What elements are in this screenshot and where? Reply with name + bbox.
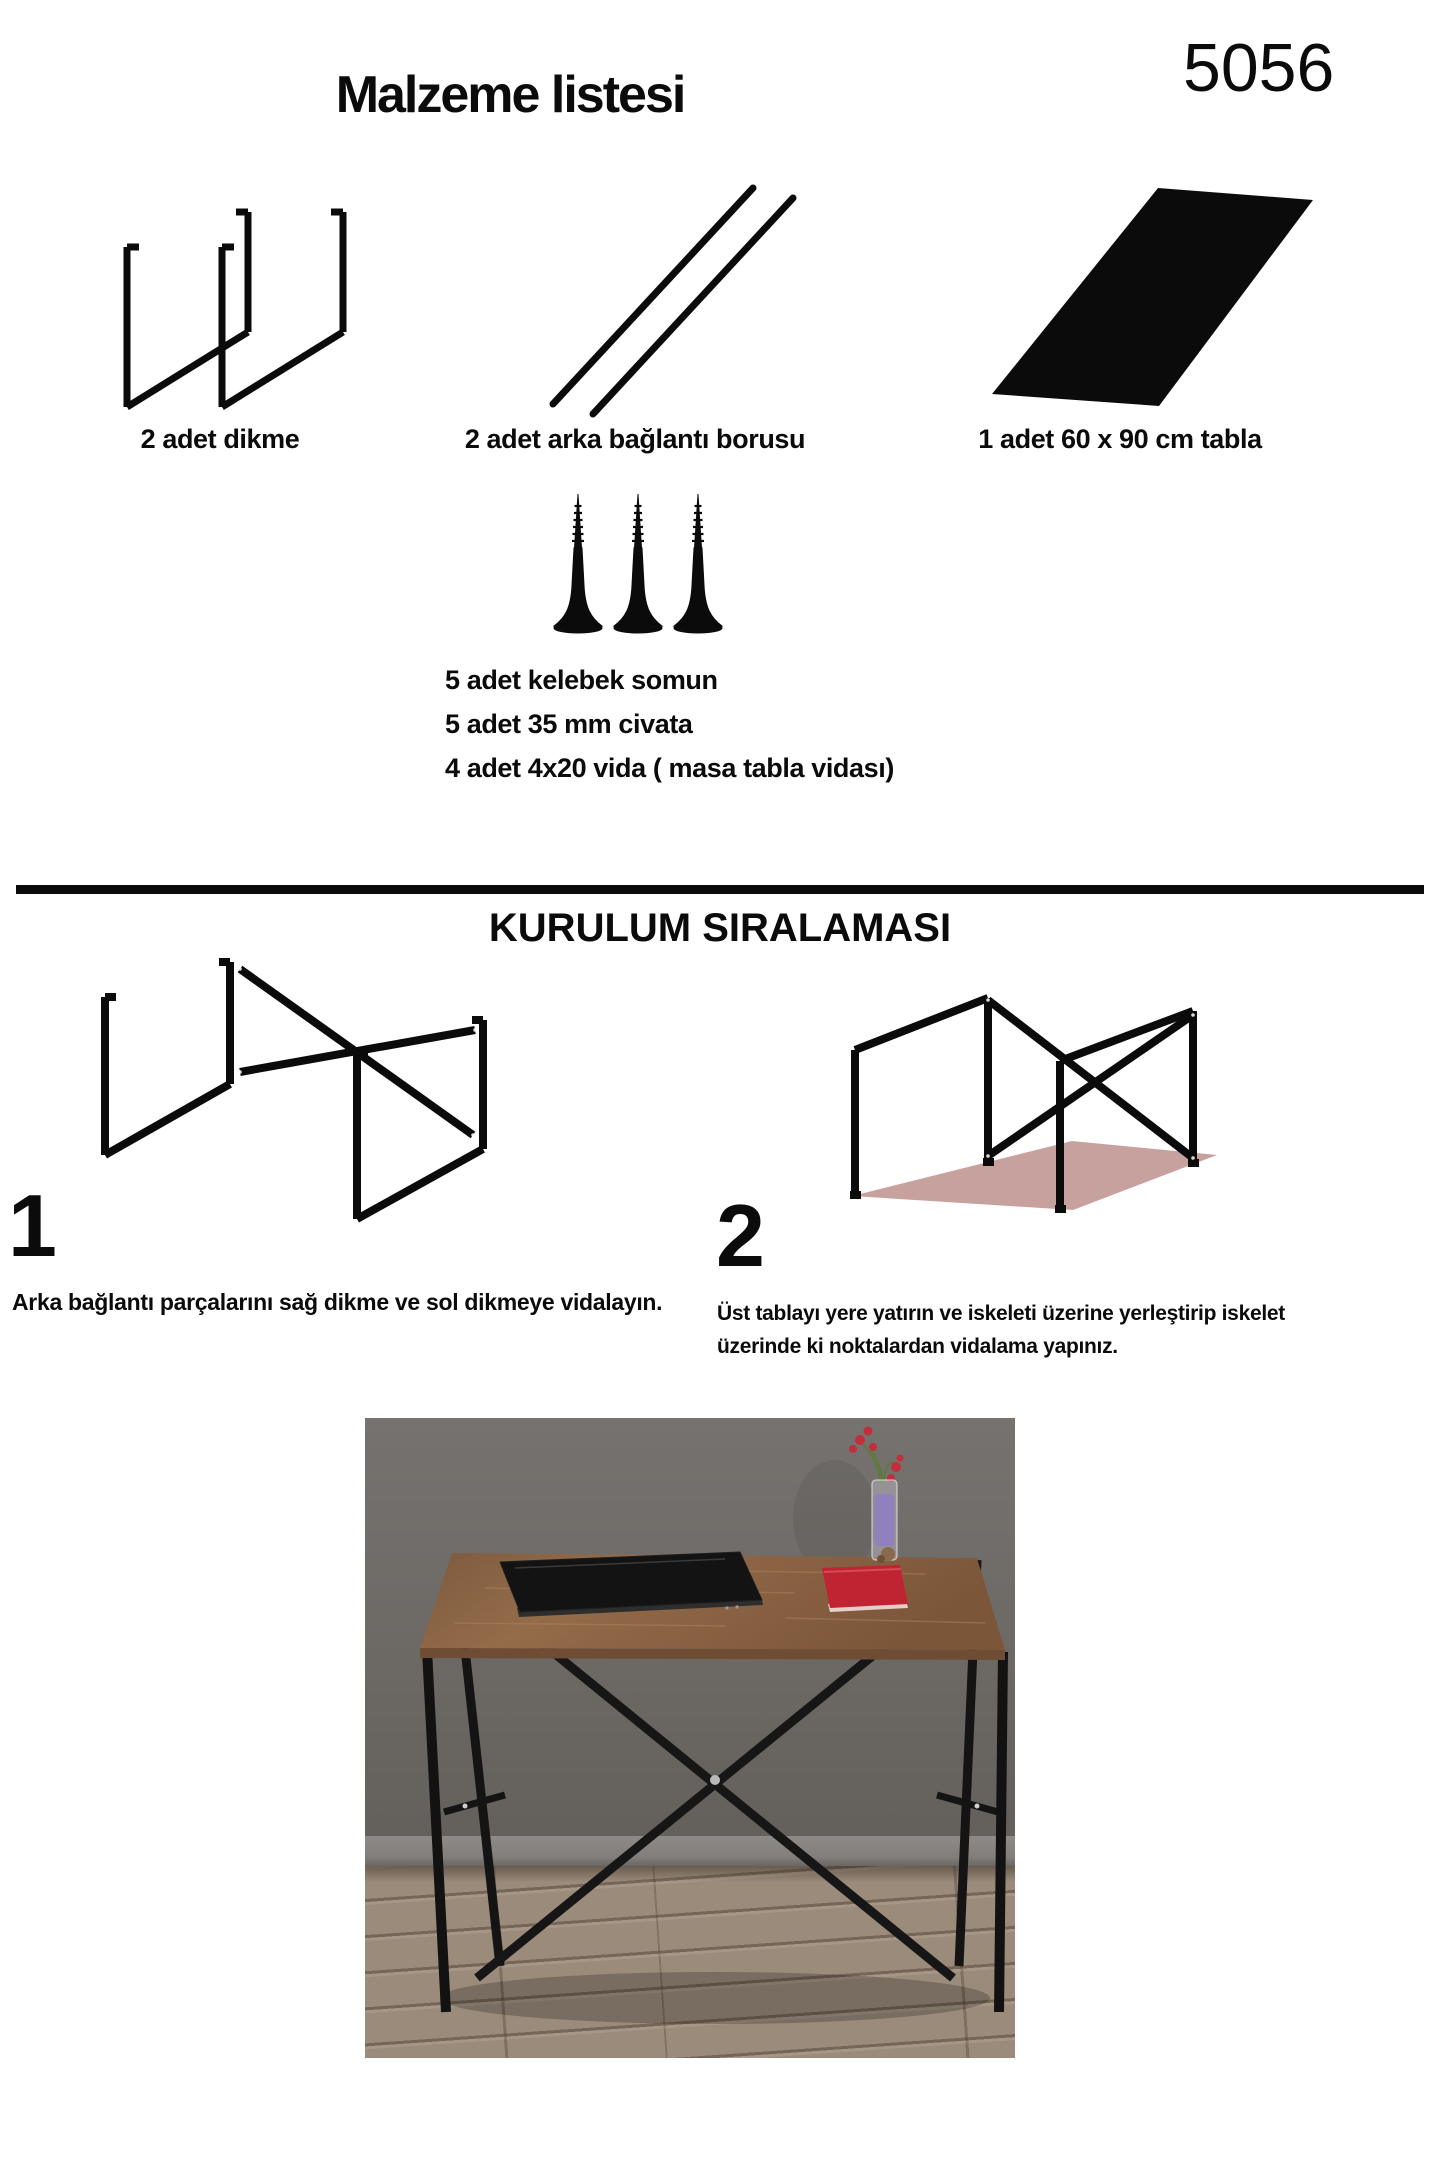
screws-diagram [553,490,723,642]
step2-number: 2 [716,1186,765,1285]
dried-flower-small [877,1555,885,1563]
photo-desk-scene [365,1418,1015,2058]
step1-number: 1 [8,1176,57,1275]
desk-tabletop-edge [420,1648,1005,1660]
step2-tabletop-surface [852,1141,1217,1210]
screw-3 [674,494,722,633]
step2-instruction: Üst tablayı yere yatırın ve iskeleti üzerine yerleştirip iskelet üzerinde ki noktalardan vidalama yapınız. [717,1302,1285,1358]
dikme-frame-back [222,212,343,407]
step1-left-frame [105,962,230,1155]
rod-pair [553,188,793,414]
materials-title: Malzeme listesi [335,66,685,124]
hardware-list [445,658,894,790]
desk-side-rails [444,1795,998,1812]
connector-rods-diagram [535,172,825,422]
screw-1 [554,494,602,633]
hardware-item-3: 4 adet 4x20 vida ( masa tabla vidası) [445,753,894,783]
laptop-port-dot-2 [735,1605,738,1608]
vase-purple-filler [875,1494,894,1546]
screw-2 [614,494,662,633]
hardware-item-2: 5 adet 35 mm civata [445,709,693,739]
desk-brace-bolt [710,1775,720,1785]
label-tabla: 1 adet 60 x 90 cm tabla [978,424,1262,454]
dikme-frame-front [127,212,248,407]
dikme-diagram [95,160,375,425]
section-divider [16,885,1424,894]
step1-instruction: Arka bağlantı parçalarını sağ dikme ve sol dikmeye vidalayın. [12,1289,663,1315]
desk-front-legs [427,1650,1003,2012]
label-arka-baglanti: 2 adet arka bağlantı borusu [464,424,806,454]
rail-screw-right [975,1804,980,1809]
label-dikme: 2 adet dikme [140,424,300,454]
assembly-title: KURULUM SIRALAMASI [488,906,952,950]
product-photo [365,1418,1015,2058]
step1-diagram [30,952,515,1242]
desk-floor-shadow [440,1972,990,2024]
tabletop-panel-diagram [970,178,1330,418]
rail-screw-left [463,1804,468,1809]
hardware-item-1: 5 adet kelebek somun [445,665,718,695]
tabletop-panel-shape [992,188,1313,406]
model-number: 5056 [1183,30,1335,106]
laptop-port-dot-1 [725,1606,728,1609]
step2-diagram [830,988,1260,1243]
